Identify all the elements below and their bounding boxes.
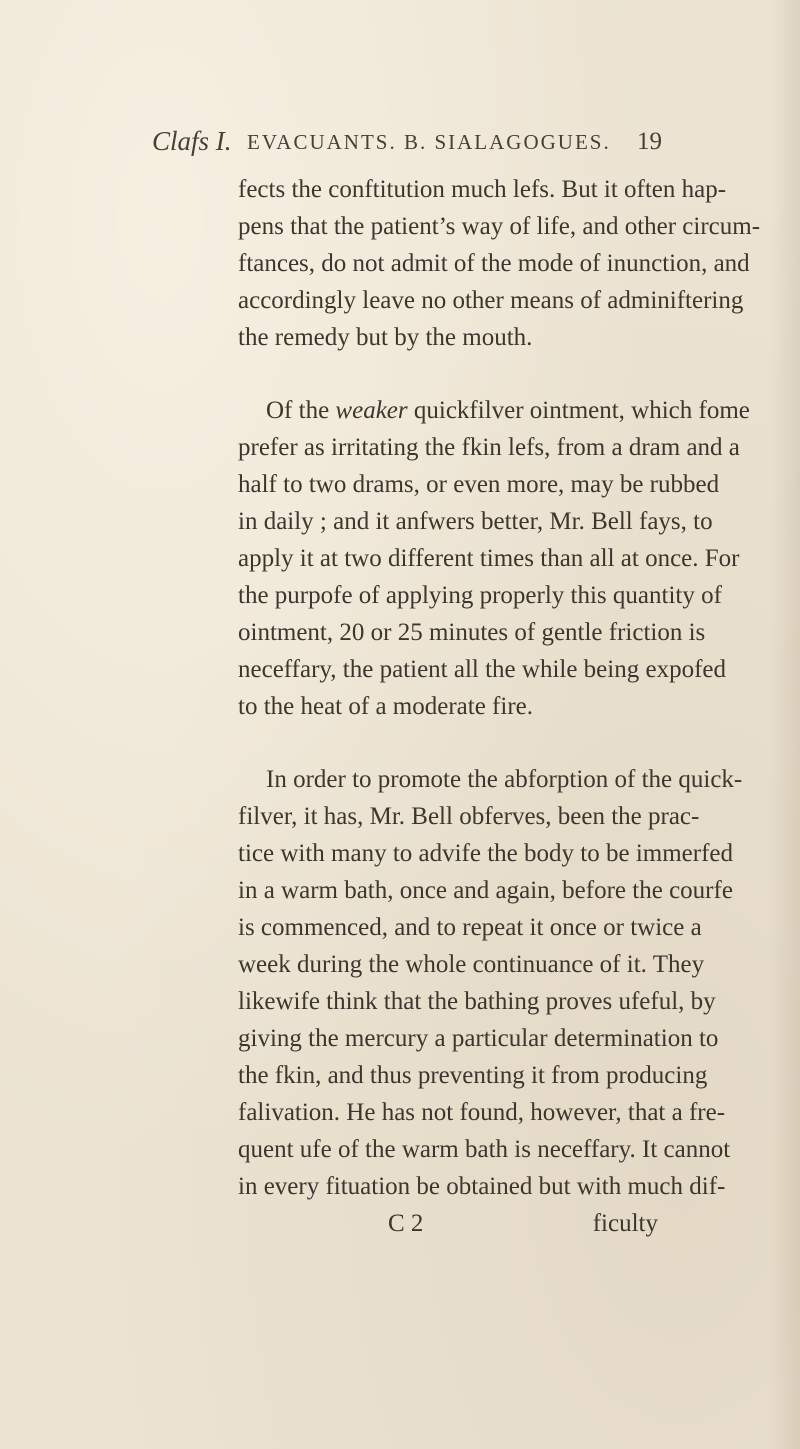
text-line: In order to promote the abforption of the quick- (266, 766, 743, 793)
text-line: is commenced, and to repeat it once or twice a (238, 914, 702, 941)
text-line: neceffary, the patient all the while being expofed (238, 656, 726, 683)
text-line: half to two drams, or even more, may be rubbed (238, 471, 720, 498)
paragraph-3 (238, 761, 743, 1205)
text-line: the fkin, and thus preventing it from producing (238, 1062, 708, 1089)
text-line: likewife think that the bathing proves ufeful, by (238, 988, 716, 1015)
page-footer (238, 1205, 658, 1242)
text-line: quent ufe of the warm bath is neceffary. It cannot (238, 1136, 731, 1163)
catchword: ficulty (592, 1210, 658, 1237)
text-line: the remedy but by the mouth. (238, 324, 533, 351)
text-line: pens that the patient’s way of life, and other circum- (238, 213, 761, 240)
page-number: 19 (637, 128, 662, 155)
paragraph-2 (238, 392, 750, 725)
text-line: to the heat of a moderate fire. (238, 693, 533, 720)
class-label: Clafs I. (152, 126, 232, 156)
running-head (152, 126, 662, 166)
text-line: in a warm bath, once and again, before the courfe (238, 877, 733, 904)
text-line: in daily ; and it anfwers better, Mr. Bell fays, to (238, 508, 713, 535)
text-line: falivation. He has not found, however, that a fre- (238, 1099, 726, 1126)
signature-mark: C 2 (388, 1210, 424, 1237)
text-line: week during the whole continuance of it. They (238, 951, 705, 978)
text-line: the purpofe of applying properly this quantity of (238, 582, 722, 609)
text-line: ftances, do not admit of the mode of inunction, and (238, 250, 750, 277)
text-line: apply it at two different times than all at once. For (238, 545, 740, 572)
running-title: EVACUANTS. B. SIALAGOGUES. (247, 130, 611, 154)
text-line: accordingly leave no other means of adminiftering (238, 287, 744, 314)
text-line: in every fituation be obtained but with much dif- (238, 1173, 726, 1200)
text-line: prefer as irritating the fkin lefs, from a dram and a (238, 434, 740, 461)
text-line: tice with many to advife the body to be immerfed (238, 840, 733, 867)
page-edge-shadow (770, 0, 800, 1449)
text-line: fects the conftitution much lefs. But it often hap- (238, 176, 727, 203)
paragraph-1 (238, 171, 761, 356)
text-line: filver, it has, Mr. Bell obferves, been the prac- (238, 803, 700, 830)
text-line: Of the weaker quickfilver ointment, which fome (266, 397, 750, 424)
text-line: giving the mercury a particular determination to (238, 1025, 719, 1052)
text-line: ointment, 20 or 25 minutes of gentle friction is (238, 619, 706, 646)
body-text (238, 171, 761, 1242)
